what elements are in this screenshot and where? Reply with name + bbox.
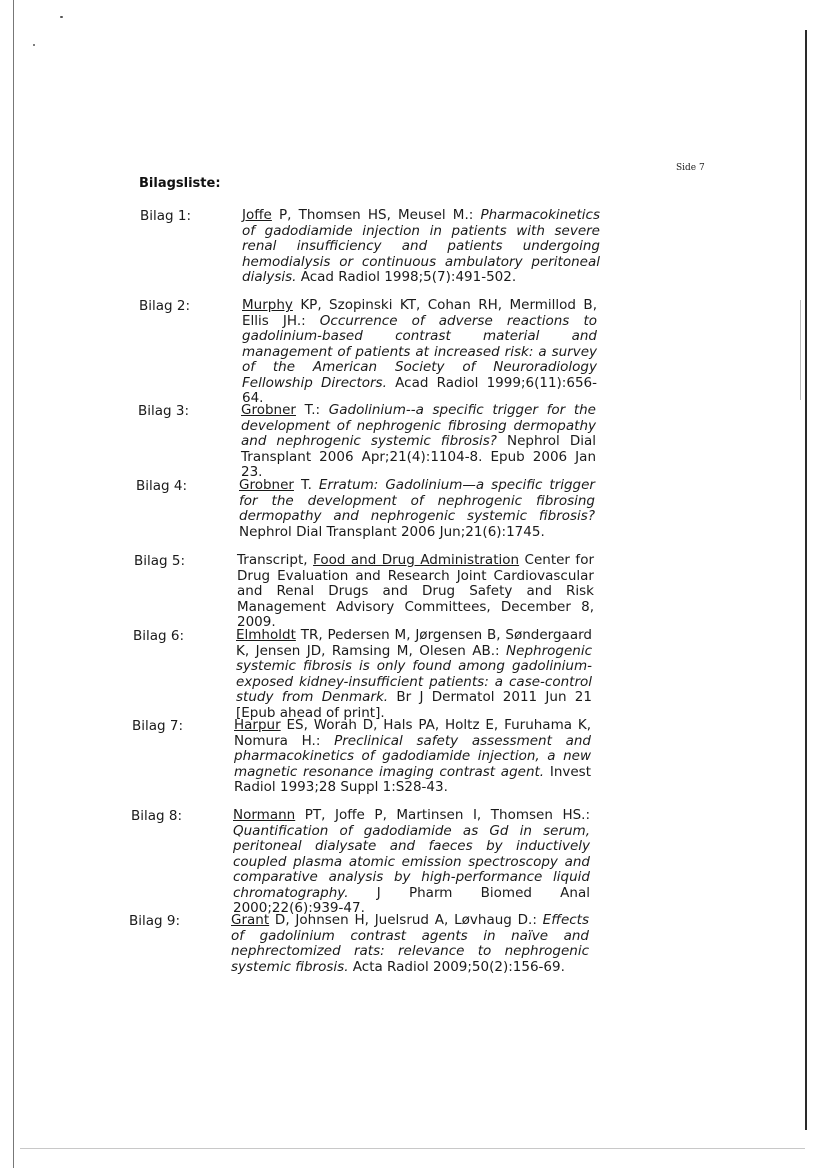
reference-source: Acad Radiol 1998;5(7):491-502. (296, 269, 517, 285)
reference-source: Acta Radiol 2009;50(2):156-69. (348, 958, 565, 975)
lead-author: Grant (231, 912, 270, 928)
reference-authors: ES, Worah D, Hals PA, Holtz E, Furuhama K, Nomura H.: (234, 717, 591, 749)
lead-author: Grobner (241, 402, 296, 418)
reference-text (241, 403, 596, 481)
reference-text (233, 808, 590, 917)
reference-title: Erratum: Gadolinium—a specific trigger for the development of nephrogenic fibrosing dermopathy and nephrogenic systemic fibrosis? (239, 477, 595, 524)
entry-label: Bilag 9: (129, 913, 181, 929)
reference-source: Nephrol Dial Transplant 2006 Apr;21(4):1104-8. Epub 2006 Jan 23. (241, 433, 596, 480)
reference-source: Invest Radiol 1993;28 Suppl 1:S28-43. (234, 763, 592, 795)
organization-name: Food and Drug Administration (313, 552, 520, 568)
reference-text (239, 478, 595, 540)
lead-author: Normann (233, 807, 296, 823)
reference-source: J Pharm Biomed Anal 2000;22(6):939-47. (233, 884, 590, 916)
entry-label: Bilag 8: (131, 808, 183, 824)
reference-authors: KP, Szopinski KT, Cohan RH, Mermillod B, Ellis JH.: (242, 297, 597, 329)
lead-author: Elmholdt (236, 627, 296, 643)
reference-pre: Transcript, (237, 552, 314, 568)
reference-title: Quantification of gadodiamide as Gd in serum, peritoneal dialysate and faeces by inductively coupled plasma atomic emission spectroscopy and comparative analysis by high-performance liquid chromatography. (233, 822, 590, 901)
scan-edge-bottom (20, 1148, 805, 1149)
entry-label: Bilag 3: (138, 403, 190, 419)
scan-speck (33, 44, 35, 46)
reference-authors: TR, Pedersen M, Jørgensen B, Søndergaard K, Jensen JD, Ramsing M, Olesen AB.: (236, 627, 592, 659)
reference-authors: P, Thomsen HS, Meusel M.: (271, 207, 481, 223)
lead-author: Murphy (242, 297, 293, 313)
reference-title: Gadolinium--a specific trigger for the development of nephrogenic fibrosing dermopathy and nephrogenic systemic fibrosis? (241, 402, 596, 449)
reference-text (242, 298, 597, 407)
reference-authors: T. (293, 477, 319, 493)
entry-label: Bilag 1: (140, 208, 192, 224)
lead-author: Grobner (239, 477, 294, 493)
scan-edge-right-faint (800, 300, 801, 400)
scan-speck (60, 16, 63, 18)
lead-author: Joffe (242, 207, 272, 223)
scan-edge-left (13, 0, 14, 1168)
scan-edge-right (805, 30, 807, 1130)
entry-label: Bilag 7: (132, 718, 184, 734)
entry-label: Bilag 5: (134, 553, 186, 569)
reference-title: Pharmacokinetics of gadodiamide injection in patients with severe renal insufficiency and patients undergoing hemodialysis or continuous ambulatory peritoneal dialysis. (242, 207, 600, 285)
reference-text (231, 913, 589, 975)
page-title: Bilagsliste: (139, 176, 221, 191)
entry-label: Bilag 2: (139, 298, 191, 314)
reference-authors: PT, Joffe P, Martinsen I, Thomsen HS.: (295, 807, 590, 823)
page-number: Side 7 (676, 163, 705, 173)
reference-source: Nephrol Dial Transplant 2006 Jun;21(6):1745. (239, 523, 545, 540)
reference-source: Br J Dermatol 2011 Jun 21 [Epub ahead of print]. (236, 689, 592, 721)
reference-text (237, 553, 594, 631)
entry-label: Bilag 4: (136, 478, 188, 494)
reference-post: Center for Drug Evaluation and Research Joint Cardiovascular and Renal Drugs and Drug Safety and Risk Management Advisory Committees, December 8, 2009. (237, 552, 594, 630)
reference-title: Nephrogenic systemic fibrosis is only found among gadolinium-exposed kidney-insufficient patients: a case-control study from Denmark. (236, 642, 592, 705)
reference-text (242, 208, 600, 286)
reference-title: Occurrence of adverse reactions to gadolinium-based contrast material and management of patients at increased risk: a survey of the American Society of Neuroradiology Fellowship Directors. (242, 312, 597, 391)
reference-title: Preclinical safety assessment and pharmacokinetics of gadodiamide injection, a new magnetic resonance imaging contrast agent. (234, 732, 591, 780)
reference-authors: T.: (295, 402, 329, 418)
reference-source: Acad Radiol 1999;6(11):656-64. (242, 374, 597, 406)
entry-label: Bilag 6: (133, 628, 185, 644)
reference-text (234, 718, 591, 796)
reference-title: Effects of gadolinium contrast agents in naïve and nephrectomized rats: relevance to nephrogenic systemic fibrosis. (231, 912, 589, 975)
lead-author: Harpur (234, 717, 281, 733)
reference-authors: D, Johnsen H, Juelsrud A, Løvhaug D.: (269, 912, 543, 928)
reference-text (236, 628, 592, 721)
